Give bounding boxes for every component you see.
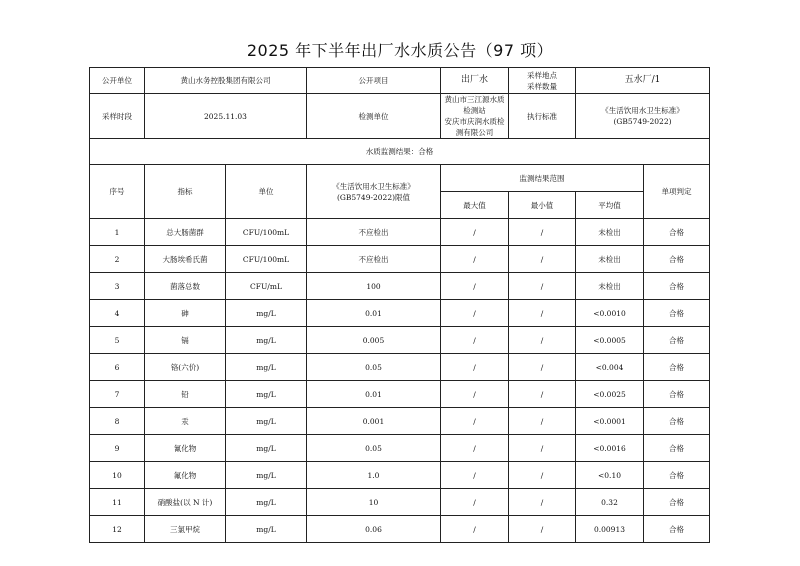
col-limit-line-2: (GB5749-2022)限值 xyxy=(336,192,411,202)
cell-unit: mg/L xyxy=(226,435,307,462)
cell-verdict: 合格 xyxy=(644,327,710,354)
cell-min: / xyxy=(509,354,576,381)
header-row-time xyxy=(90,94,710,139)
cell-limit: 0.05 xyxy=(307,435,441,462)
cell-min: / xyxy=(509,435,576,462)
cell-limit: 100 xyxy=(307,273,441,300)
cell-verdict: 合格 xyxy=(644,354,710,381)
lab-value xyxy=(441,94,509,139)
cell-max: / xyxy=(441,273,509,300)
cell-max: / xyxy=(441,354,509,381)
cell-limit: 10 xyxy=(307,489,441,516)
cell-unit: mg/L xyxy=(226,462,307,489)
cell-avg: <0.0025 xyxy=(576,381,644,408)
table-row xyxy=(90,246,710,273)
table-row xyxy=(90,489,710,516)
cell-no: 8 xyxy=(90,408,145,435)
time-label: 采样时段 xyxy=(90,94,145,139)
cell-avg: 未检出 xyxy=(576,273,644,300)
cell-avg: <0.0016 xyxy=(576,435,644,462)
cell-verdict: 合格 xyxy=(644,273,710,300)
cell-max: / xyxy=(441,246,509,273)
cell-indicator: 总大肠菌群 xyxy=(145,219,226,246)
cell-unit: mg/L xyxy=(226,381,307,408)
cell-max: / xyxy=(441,300,509,327)
cell-min: / xyxy=(509,381,576,408)
col-max: 最大值 xyxy=(441,192,509,219)
standard-value xyxy=(576,94,710,139)
table-row xyxy=(90,462,710,489)
cell-no: 3 xyxy=(90,273,145,300)
cell-unit: mg/L xyxy=(226,489,307,516)
cell-max: / xyxy=(441,327,509,354)
site-label-line-2: 采样数量 xyxy=(527,81,557,91)
cell-verdict: 合格 xyxy=(644,219,710,246)
cell-verdict: 合格 xyxy=(644,300,710,327)
cell-no: 12 xyxy=(90,516,145,543)
cell-no: 2 xyxy=(90,246,145,273)
cell-no: 1 xyxy=(90,219,145,246)
cell-no: 4 xyxy=(90,300,145,327)
cell-verdict: 合格 xyxy=(644,381,710,408)
cell-verdict: 合格 xyxy=(644,246,710,273)
table-row xyxy=(90,300,710,327)
cell-min: / xyxy=(509,219,576,246)
col-avg: 平均值 xyxy=(576,192,644,219)
cell-indicator: 砷 xyxy=(145,300,226,327)
lab-value-line-1: 黄山市三江源水质检测站 xyxy=(444,95,505,115)
cell-min: / xyxy=(509,408,576,435)
column-header-row-1 xyxy=(90,165,710,192)
publisher-label: 公开单位 xyxy=(90,68,145,94)
cell-limit: 不应检出 xyxy=(307,246,441,273)
cell-unit: mg/L xyxy=(226,300,307,327)
table-row xyxy=(90,219,710,246)
col-limit xyxy=(307,165,441,219)
cell-indicator: 铬(六价) xyxy=(145,354,226,381)
cell-max: / xyxy=(441,489,509,516)
publisher-value: 黄山水务控股集团有限公司 xyxy=(145,68,307,94)
site-value: 五水厂/1 xyxy=(576,68,710,94)
standard-value-line-1: 《生活饮用水卫生标准》 xyxy=(601,106,684,115)
cell-verdict: 合格 xyxy=(644,489,710,516)
cell-avg: <0.0005 xyxy=(576,327,644,354)
cell-unit: mg/L xyxy=(226,516,307,543)
cell-min: / xyxy=(509,489,576,516)
cell-indicator: 菌落总数 xyxy=(145,273,226,300)
cell-no: 6 xyxy=(90,354,145,381)
cell-max: / xyxy=(441,381,509,408)
cell-unit: mg/L xyxy=(226,327,307,354)
cell-avg: 0.32 xyxy=(576,489,644,516)
cell-limit: 0.06 xyxy=(307,516,441,543)
standard-value-line-2: (GB5749-2022) xyxy=(613,117,672,126)
standard-label: 执行标准 xyxy=(509,94,576,139)
cell-indicator: 汞 xyxy=(145,408,226,435)
cell-no: 9 xyxy=(90,435,145,462)
table-row xyxy=(90,273,710,300)
cell-min: / xyxy=(509,327,576,354)
cell-unit: CFU/100mL xyxy=(226,219,307,246)
cell-verdict: 合格 xyxy=(644,516,710,543)
table-row xyxy=(90,354,710,381)
time-value: 2025.11.03 xyxy=(145,94,307,139)
cell-unit: CFU/mL xyxy=(226,273,307,300)
cell-unit: mg/L xyxy=(226,408,307,435)
cell-no: 10 xyxy=(90,462,145,489)
cell-unit: mg/L xyxy=(226,354,307,381)
cell-max: / xyxy=(441,219,509,246)
col-min: 最小值 xyxy=(509,192,576,219)
col-verdict: 单项判定 xyxy=(644,165,710,219)
cell-min: / xyxy=(509,273,576,300)
result-summary: 水质监测结果：合格 xyxy=(90,139,710,165)
lab-value-line-2: 安庆市庆润水质检测有限公司 xyxy=(444,117,505,137)
table-row xyxy=(90,435,710,462)
cell-max: / xyxy=(441,408,509,435)
item-value: 出厂水 xyxy=(441,68,509,94)
cell-indicator: 氰化物 xyxy=(145,435,226,462)
cell-min: / xyxy=(509,246,576,273)
cell-verdict: 合格 xyxy=(644,462,710,489)
cell-no: 11 xyxy=(90,489,145,516)
col-unit: 单位 xyxy=(226,165,307,219)
col-range: 监测结果范围 xyxy=(441,165,644,192)
cell-no: 5 xyxy=(90,327,145,354)
header-row-publisher xyxy=(90,68,710,94)
cell-min: / xyxy=(509,462,576,489)
cell-limit: 1.0 xyxy=(307,462,441,489)
table-row xyxy=(90,516,710,543)
table-row xyxy=(90,327,710,354)
site-label-line-1: 采样地点 xyxy=(527,70,557,80)
col-no: 序号 xyxy=(90,165,145,219)
cell-min: / xyxy=(509,300,576,327)
cell-avg: <0.10 xyxy=(576,462,644,489)
water-quality-table xyxy=(89,67,710,543)
cell-no: 7 xyxy=(90,381,145,408)
cell-limit: 0.01 xyxy=(307,381,441,408)
cell-avg: 未检出 xyxy=(576,246,644,273)
result-summary-row xyxy=(90,139,710,165)
page-title: 2025 年下半年出厂水水质公告（97 项） xyxy=(246,41,554,60)
cell-indicator: 氟化物 xyxy=(145,462,226,489)
cell-indicator: 硝酸盐(以 N 计) xyxy=(145,489,226,516)
cell-min: / xyxy=(509,516,576,543)
cell-limit: 0.05 xyxy=(307,354,441,381)
cell-avg: 未检出 xyxy=(576,219,644,246)
table-row xyxy=(90,408,710,435)
cell-max: / xyxy=(441,435,509,462)
item-label: 公开项目 xyxy=(307,68,441,94)
cell-indicator: 铅 xyxy=(145,381,226,408)
cell-limit: 0.005 xyxy=(307,327,441,354)
cell-limit: 0.01 xyxy=(307,300,441,327)
site-label xyxy=(509,68,576,94)
cell-indicator: 三氯甲烷 xyxy=(145,516,226,543)
table-row xyxy=(90,381,710,408)
col-indicator: 指标 xyxy=(145,165,226,219)
cell-avg: 0.00913 xyxy=(576,516,644,543)
cell-max: / xyxy=(441,462,509,489)
cell-avg: <0.0001 xyxy=(576,408,644,435)
cell-avg: <0.004 xyxy=(576,354,644,381)
cell-avg: <0.0010 xyxy=(576,300,644,327)
cell-indicator: 镉 xyxy=(145,327,226,354)
cell-verdict: 合格 xyxy=(644,408,710,435)
cell-unit: CFU/100mL xyxy=(226,246,307,273)
cell-indicator: 大肠埃希氏菌 xyxy=(145,246,226,273)
lab-label: 检测单位 xyxy=(307,94,441,139)
cell-max: / xyxy=(441,516,509,543)
cell-verdict: 合格 xyxy=(644,435,710,462)
col-limit-line-1: 《生活饮用水卫生标准》 xyxy=(332,181,415,191)
cell-limit: 不应检出 xyxy=(307,219,441,246)
cell-limit: 0.001 xyxy=(307,408,441,435)
